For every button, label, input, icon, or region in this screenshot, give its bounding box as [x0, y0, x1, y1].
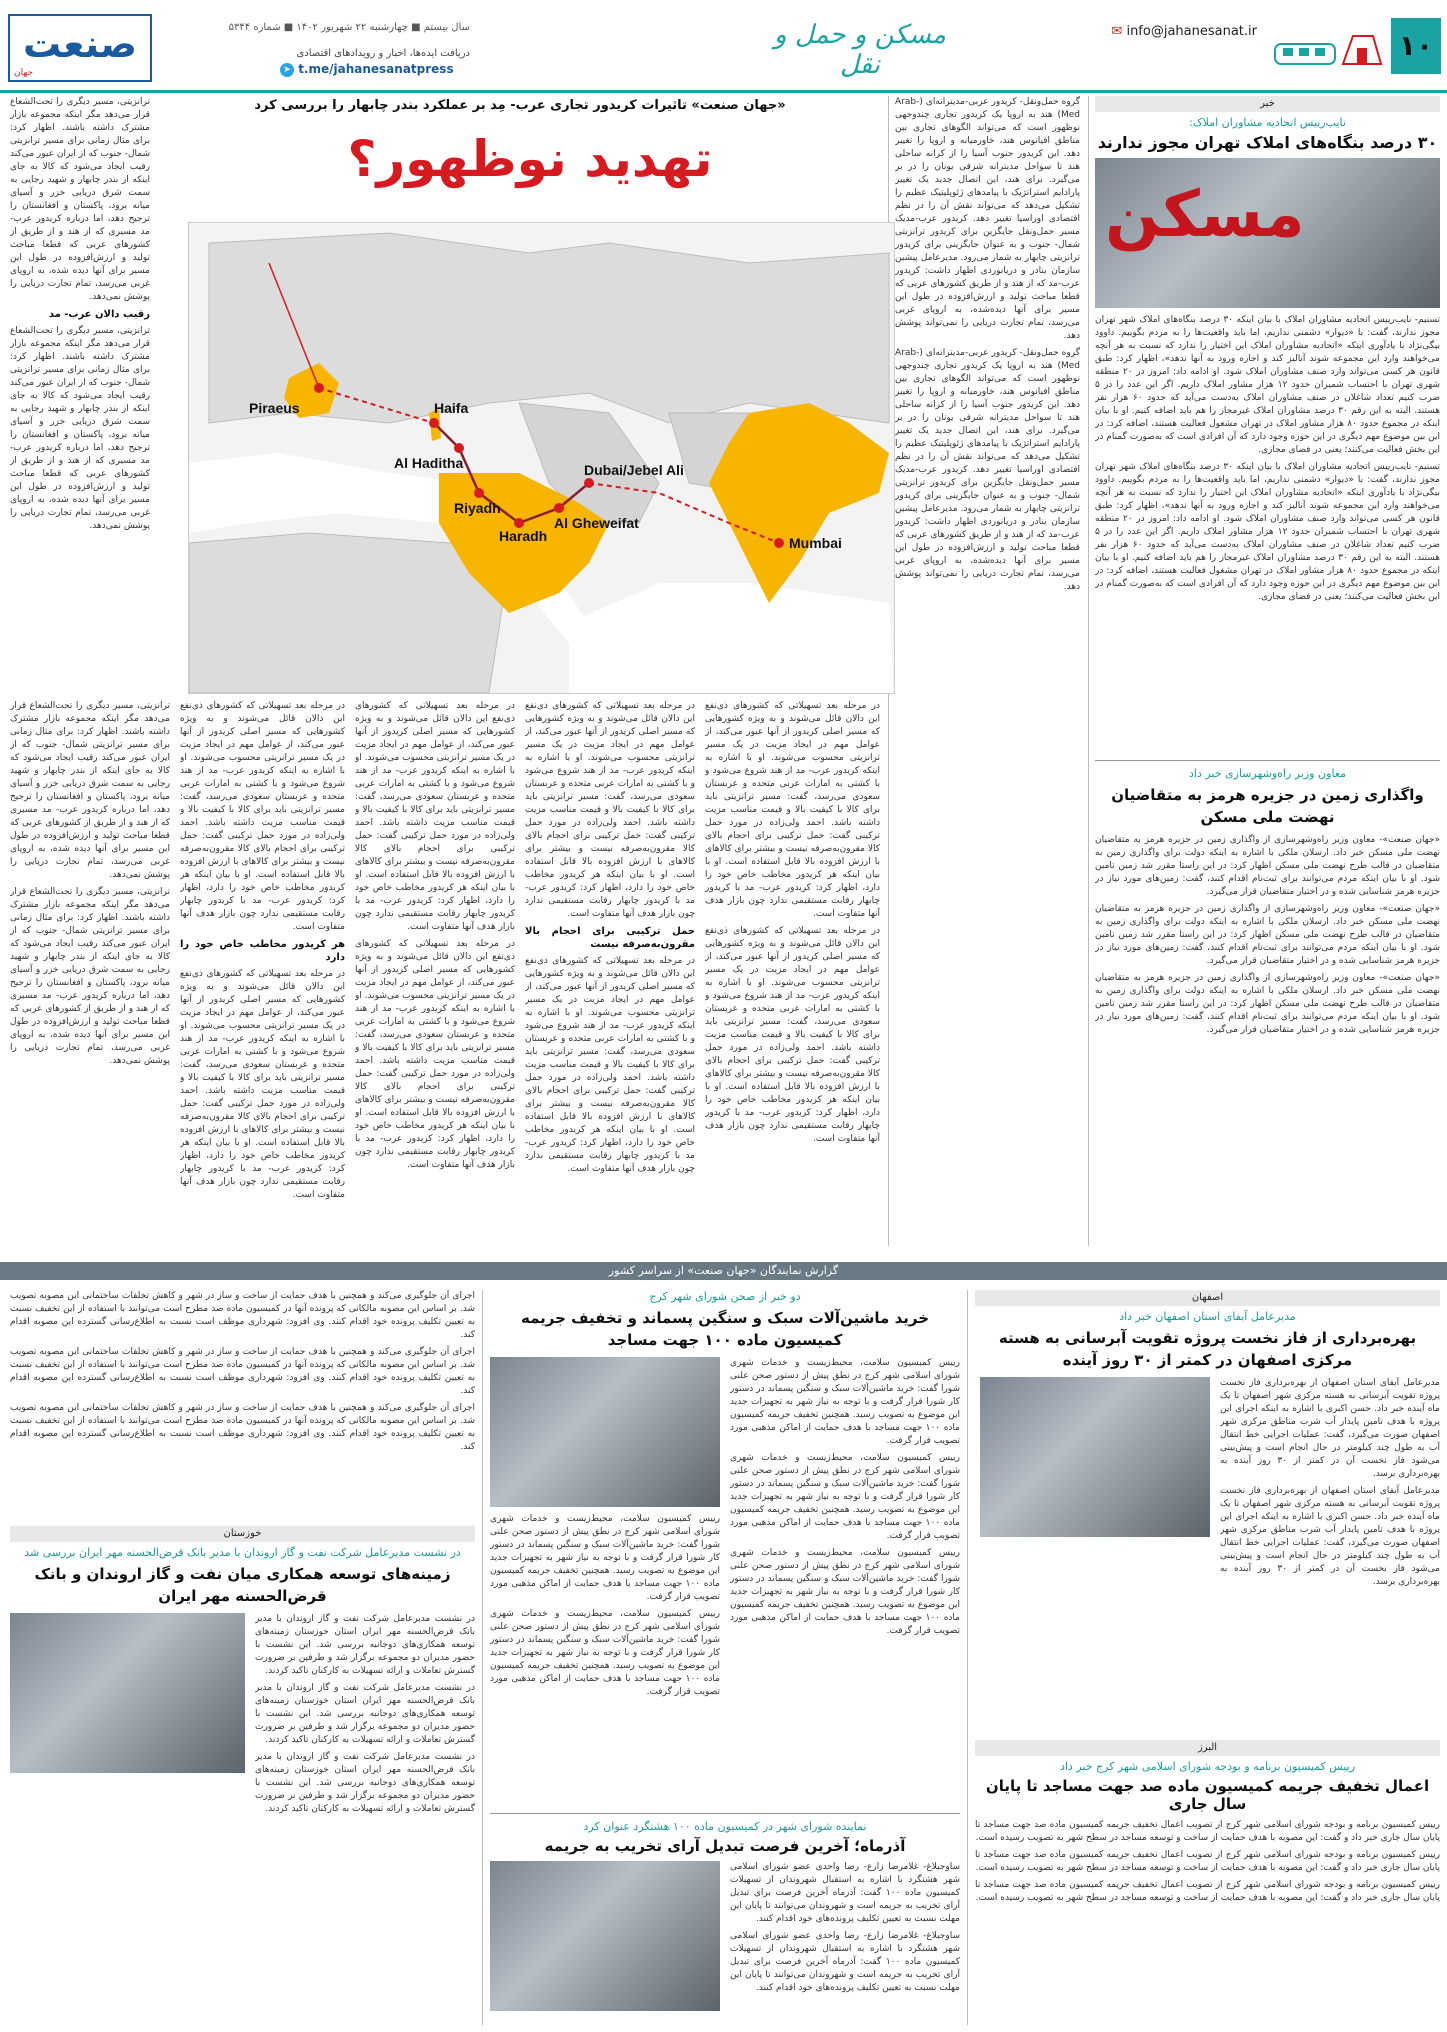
- photo-sign: مسکن: [1105, 178, 1305, 252]
- main-kicker: «جهان صنعت» تاثیرات کریدور تجاری عرب- مِد بر عملکرد بندر چابهار را بررسی کرد: [254, 98, 786, 113]
- isfahan-body: مدیرعامل آبفای استان اصفهان از بهره‌برداری فاز نخست پروژه تقویت آبرسانی به هسته مرکزی شهر اصفهان تا یک ماه آینده خبر داد. حسن اکبری با اشاره به اینکه اجرای این پروژه با هدف تامین پایدار آب شرب مناطق مرکزی شهر اصفهان صورت می‌گیرد، گفت: عملیات اجرایی خط انتقال آب به طول چند کیلومتر در حال انجام است و پیش‌بینی می‌شود فاز نخست آن در کمتر از ۳۰ روز آینده به بهره‌برداری برسد. مدیرعامل آبفای استان اصفهان از بهره‌برداری فاز نخست پروژه تقویت آبرسانی به هسته مرکزی شهر اصفهان تا یک ماه آینده خبر داد. حسن اکبری با اشاره به اینکه اجرای این پروژه با هدف تامین پایدار آب شرب مناطق مرکزی شهر اصفهان صورت می‌گیرد، گفت: عملیات اجرایی خط انتقال آب به طول چند کیلومتر در حال انجام است و پیش‌بینی می‌شود فاز نخست آن در کمتر از ۳۰ روز آینده به بهره‌برداری برسد.: [1220, 1378, 1440, 1587]
- page-number: ۱۰: [1391, 18, 1441, 74]
- point-haifa: [429, 418, 439, 428]
- label-al-gheweifat: Al Gheweifat: [554, 515, 639, 531]
- far-left-body: اجرای آن جلوگیری می‌کند و همچنین با هدف حمایت از ساخت و ساز در شهر و کاهش تخلفات ساختمانی این مصوبه تصویب شد. بر اساس این مصوبه مالکانی که پرونده آنها در کمیسیون ماده صد مطرح است می‌توانند با استفاده از این تخفیف نسبت به تعیین تکلیف پرونده خود اقدام کنند. وی افزود: شهرداری موظف است نسبت به اطلاع‌رسانی گسترده این مصوبه اقدام کند. اجرای آن جلوگیری می‌کند و همچنین با هدف حمایت از ساخت و ساز در شهر و کاهش تخلفات ساختمانی این مصوبه تصویب شد. بر اساس این مصوبه مالکانی که پرونده آنها در کمیسیون ماده صد مطرح است می‌توانند با استفاده از این تخفیف نسبت به تعیین تکلیف پرونده خود اقدام کنند. وی افزود: شهرداری موظف است نسبت به اطلاع‌رسانی گسترده این مصوبه اقدام کند. اجرای آن جلوگیری می‌کند و همچنین با هدف حمایت از ساخت و ساز در شهر و کاهش تخلفات ساختمانی این مصوبه تصویب شد. بر اساس این مصوبه مالکانی که پرونده آنها در کمیسیون ماده صد مطرح است می‌توانند با استفاده از این تخفیف نسبت به تعیین تکلیف پرونده خود اقدام کنند. وی افزود: شهرداری موظف است نسبت به اطلاع‌رسانی گسترده این مصوبه اقدام کند.: [10, 1291, 475, 1452]
- karaj-title: خرید ماشین‌آلات سبک و سنگین پسماند و تخفیف جریمه کمیسیون ماده ۱۰۰ جهت مساجد: [520, 1309, 930, 1349]
- isfahan-block: [975, 1290, 1440, 1725]
- main-body-bottom-4: در مرحله بعد تسهیلاتی که کشورهای ذی‌نفع این دالان قائل می‌شوند و به ویژه کشورهایی که مسیر اصلی کریدور از آنها عبور می‌کند، از عوامل مهم در ایجاد مزیت در یک مسیر ترانزیتی محسوب می‌شوند. او با اشاره به اینکه کریدور عرب- مد از هند شروع می‌شود و با کشتی به امارات عربی متحده و عربستان سعودی می‌رسد، گفت: مسیر ترانزیتی باید برای کالا با کیفیت بالا و قیمت مناسب مزیت داشته باشد. احمد ولی‌زاده در مورد حمل ترکیبی گفت: حمل ترکیبی برای احجام بالای کالا مقرون‌به‌صرفه نیست و بیشتر برای کالاهای با ارزش افزوده بالا قابل استفاده است. او با بیان اینکه هر کریدور مخاطب خاص خود را دارد، اظهار کرد: کریدور عرب- مد با کریدور چابهار رقابت مستقیمی ندارد چون بازار هدف آنها متفاوت است. هر کریدور مخاطب خاص خود را دارد در مرحله بعد تسهیلاتی که کشورهای ذی‌نفع این دالان قائل می‌شوند و به ویژه کشورهایی که مسیر اصلی کریدور از آنها عبور می‌کند، از عوامل مهم در ایجاد مزیت در یک مسیر ترانزیتی محسوب می‌شوند. او با اشاره به اینکه کریدور عرب- مد از هند شروع می‌شود و با کشتی به امارات عربی متحده و عربستان سعودی می‌رسد، گفت: مسیر ترانزیتی باید برای کالا با کیفیت بالا و قیمت مناسب مزیت داشته باشد. احمد ولی‌زاده در مورد حمل ترکیبی گفت: حمل ترکیبی برای احجام بالای کالا مقرون‌به‌صرفه نیست و بیشتر برای کالاهای با ارزش افزوده بالا قابل استفاده است. او با بیان اینکه هر کریدور مخاطب خاص خود را دارد، اظهار کرد: کریدور عرب- مد با کریدور چابهار رقابت مستقیمی ندارد چون بازار هدف آنها متفاوت است.: [180, 701, 345, 1200]
- isfahan-kicker: مدیرعامل آبفای استان اصفهان خبر داد: [1119, 1310, 1296, 1323]
- main-body-right: گروه حمل‌ونقل- کریدور عربی-مدیترانه‌ای (Arab-Med) هند به اروپا یک کریدور تجاری چندوجهی نوظهور است که می‌تواند الگوهای تجاری بین مناطق اقیانوس هند، خاورمیانه و اروپا را تغییر دهد. این کریدور جنوب آسیا را از کرانه ساحلی هند تا سواحل مدیترانه شرقی یونان را در بر می‌گیرد. برای هند، این اتصال جدید یک تغییر پارادایم استراتژیک با پیامدهای ژئوپلیتیک عظیم را تشکیل می‌دهد که می‌تواند نقش آن را در نظم اقتصادی اوراسیا تغییر دهد. کریدور عرب-مدیک مسیر حمل‌ونقل جایگزین برای کریدور ترانزیتی شمال- جنوب و به عنوان جایگزینی برای کریدور ترانزیتی چابهار به شمار می‌رود. مدیرعامل پیشین سازمان بنادر و دریانوردی اظهار داشت: کریدور عرب-مد که از هند و از طریق کشورهای عربی که قطعا مباحث تولید و ارزش‌افزوده در طول این مسیر برای آنها دیده‌شده، به اروپای غربی می‌رسد، تمام تجارت دریایی را نمی‌تواند پوشش دهد. گروه حمل‌ونقل- کریدور عربی-مدیترانه‌ای (Arab-Med) هند به اروپا یک کریدور تجاری چندوجهی نوظهور است که می‌تواند الگوهای تجاری بین مناطق اقیانوس هند، خاورمیانه و اروپا را تغییر دهد. این کریدور جنوب آسیا را از کرانه ساحلی هند تا سواحل مدیترانه شرقی یونان را در بر می‌گیرد. برای هند، این اتصال جدید یک تغییر پارادایم استراتژیک با پیامدهای ژئوپلیتیک عظیم را تشکیل می‌دهد که می‌تواند نقش آن را در نظم اقتصادی اوراسیا تغییر دهد. کریدور عرب-مدیک مسیر حمل‌ونقل جایگزین برای کریدور ترانزیتی شمال- جنوب و به عنوان جایگزینی برای کریدور ترانزیتی چابهار به شمار می‌رود. مدیرعامل پیشین سازمان بنادر و دریانوردی اظهار داشت: کریدور عرب-مد که از هند و از طریق کشورهای عربی که قطعا مباحث تولید و ارزش‌افزوده در طول این مسیر برای آنها دیده‌شده، به اروپای غربی می‌رسد، تمام تجارت دریایی را نمی‌تواند پوشش دهد.: [895, 97, 1080, 592]
- email[interactable]: ✉ info@jahanesanat.ir: [1111, 24, 1257, 39]
- train-icon: [1273, 22, 1383, 72]
- subhead-rival: رقیب دالان عرب- مد: [48, 309, 150, 320]
- regional-band: گزارش نمایندگان «جهان صنعت» از سراسر کشور: [0, 1262, 1447, 1280]
- khuzestan-kicker: در نشست مدیرعامل شرکت نفت و گاز اروندان با مدیر بانک قرض‌الحسنه مهر ایران بررسی شد: [24, 1546, 461, 1559]
- main-title: تهدید نوظهور؟: [347, 130, 713, 188]
- karaj-sub-title: آذرماه؛ آخرین فرصت تبدیل آرای تخریب به جریمه: [544, 1837, 906, 1855]
- label-dubai: Dubai/Jebel Ali: [584, 462, 684, 478]
- point-al-haditha: [454, 443, 464, 453]
- alborz-body: رییس کمیسیون برنامه و بودجه شورای اسلامی شهر کرج از تصویب اعمال تخفیف جریمه کمیسیون ماده صد جهت مساجد تا پایان سال جاری خبر داد و گفت: این مصوبه با هدف حمایت از ساخت و توسعه مساجد در سطح شهر به تصویب رسیده است. رییس کمیسیون برنامه و بودجه شورای اسلامی شهر کرج از تصویب اعمال تخفیف جریمه کمیسیون ماده صد جهت مساجد تا پایان سال جاری خبر داد و گفت: این مصوبه با هدف حمایت از ساخت و توسعه مساجد در سطح شهر به تصویب رسیده است. رییس کمیسیون برنامه و بودجه شورای اسلامی شهر کرج از تصویب اعمال تخفیف جریمه کمیسیون ماده صد جهت مساجد تا پایان سال جاری خبر داد و گفت: این مصوبه با هدف حمایت از ساخت و توسعه مساجد در سطح شهر به تصویب رسیده است.: [975, 1820, 1440, 1903]
- office-photo: [1095, 158, 1440, 308]
- section-title: مسکن و حمل و نقل: [774, 20, 946, 80]
- karaj-photo: [490, 1357, 720, 1507]
- news-title: ۳۰ درصد بنگاه‌های املاک تهران مجوز ندارند: [1097, 133, 1438, 152]
- subhead-mixed: حمل ترکیبی برای احجام بالا مقرون‌به‌صرفه نیست: [525, 926, 695, 950]
- corridor-map: [188, 222, 895, 694]
- map-svg: [189, 223, 894, 693]
- page-header: [0, 0, 1447, 93]
- label-mumbai: Mumbai: [789, 535, 842, 551]
- khuzestan-photo: [10, 1613, 245, 1773]
- news-column: [1095, 96, 1440, 1246]
- main-body-left: ترانزیتی، مسیر دیگری را تحت‌الشعاع قرار می‌دهد مگر اینکه مجموعه بازار مشترک داشته باشند. اظهار کرد: برای مثال زمانی برای مسیر ترانزیتی شمال- جنوب که از ایران عبور می‌کند رقیب ایجاد می‌شود که کالا به جای اینکه از بندر چابهار و شهید رجایی به سمت شرق دریایی خزر و آسیای میانه برود، پاکستان و افغانستان را ترجیح دهد، اما درباره کریدور عرب- مد مسیری که از هند و از طریق از کشورهای عربی که قطعا مباحث تولید و ارزش‌افزوده در طول این مسیر برای آنها دیده شده، به اروپای غربی می‌رسد، تمام تجارت دریایی را پوشش نمی‌دهد. رقیب دالان عرب- مد ترانزیتی، مسیر دیگری را تحت‌الشعاع قرار می‌دهد مگر اینکه مجموعه بازار مشترک داشته باشند. اظهار کرد: برای مثال زمانی برای مسیر ترانزیتی شمال- جنوب که از ایران عبور می‌کند رقیب ایجاد می‌شود که کالا به جای اینکه از بندر چابهار و شهید رجایی به سمت شرق دریایی خزر و آسیای میانه برود، پاکستان و افغانستان را ترجیح دهد، اما درباره کریدور عرب- مد مسیری که از هند و از طریق از کشورهای عربی که قطعا مباحث تولید و ارزش‌افزوده در طول این مسیر برای آنها دیده شده، به اروپای غربی می‌رسد، تمام تجارت دریایی را پوشش نمی‌دهد.: [10, 97, 150, 531]
- main-body-bottom-5: ترانزیتی، مسیر دیگری را تحت‌الشعاع قرار می‌دهد مگر اینکه مجموعه بازار مشترک داشته باشند. اظهار کرد: برای مثال زمانی برای مسیر ترانزیتی شمال- جنوب که از ایران عبور می‌کند رقیب ایجاد می‌شود که کالا به جای اینکه از بندر چابهار و شهید رجایی به سمت شرق دریایی خزر و آسیای میانه برود، پاکستان و افغانستان را ترجیح دهد، اما درباره کریدور عرب- مد مسیری که از هند و از طریق از کشورهای عربی که قطعا مباحث تولید و ارزش‌افزوده در طول این مسیر برای آنها دیده شده، به اروپای غربی می‌رسد، تمام تجارت دریایی را پوشش نمی‌دهد. ترانزیتی، مسیر دیگری را تحت‌الشعاع قرار می‌دهد مگر اینکه مجموعه بازار مشترک داشته باشند. اظهار کرد: برای مثال زمانی برای مسیر ترانزیتی شمال- جنوب که از ایران عبور می‌کند رقیب ایجاد می‌شود که کالا به جای اینکه از بندر چابهار و شهید رجایی به سمت شرق دریایی خزر و آسیای میانه برود، پاکستان و افغانستان را ترجیح دهد، اما درباره کریدور عرب- مد مسیری که از هند و از طریق از کشورهای عربی که قطعا مباحث تولید و ارزش‌افزوده در طول این مسیر برای آنها دیده شده، به اروپای غربی می‌رسد، تمام تجارت دریایی را پوشش نمی‌دهد.: [10, 701, 170, 1066]
- alborz-label: البرز: [975, 1740, 1440, 1756]
- label-haradh: Haradh: [499, 528, 548, 544]
- karaj-kicker: دو خبر از صحن شورای شهر کرج: [649, 1290, 801, 1303]
- point-al-gheweifat: [554, 503, 564, 513]
- karaj-body: رییس کمیسیون سلامت، محیط‌زیست و خدمات شهری شورای اسلامی شهر کرج در نطق پیش از دستور صحن علنی شورا گفت: خرید ماشین‌آلات سبک و سنگین پسماند در دستور کار شورا قرار گرفت و با توجه به نیاز شهر به تجهیزات جدید این موضوع به تصویب رسید. همچنین تخفیف جریمه کمیسیون ماده ۱۰۰ جهت مساجد با هدف حمایت از اماکن مذهبی مورد تصویب قرار گرفت. رییس کمیسیون سلامت، محیط‌زیست و خدمات شهری شورای اسلامی شهر کرج در نطق پیش از دستور صحن علنی شورا گفت: خرید ماشین‌آلات سبک و سنگین پسماند در دستور کار شورا قرار گرفت و با توجه به نیاز شهر به تجهیزات جدید این موضوع به تصویب رسید. همچنین تخفیف جریمه کمیسیون ماده ۱۰۰ جهت مساجد با هدف حمایت از اماکن مذهبی مورد تصویب قرار گرفت. رییس کمیسیون سلامت، محیط‌زیست و خدمات شهری شورای اسلامی شهر کرج در نطق پیش از دستور صحن علنی شورا گفت: خرید ماشین‌آلات سبک و سنگین پسماند در دستور کار شورا قرار گرفت و با توجه به نیاز شهر به تجهیزات جدید این موضوع به تصویب رسید. همچنین تخفیف جریمه کمیسیون ماده ۱۰۰ جهت مساجد با هدف حمایت از اماکن مذهبی مورد تصویب قرار گرفت.: [730, 1358, 960, 1636]
- news-body: تسنیم- نایب‌رییس اتحادیه مشاوران املاک با بیان اینکه ۳۰ درصد بنگاه‌های املاک شهر تهران مجوز ندارند، گفت: با «دیوار» دشمنی نداریم، اما باید واقعیت‌ها را به مردم بگوییم. داوود بیگی‌نژاد با یادآوری اینکه «اتحادیه مشاوران املاک این اختیار را ندارد که نسبت به هر آنچه می‌خواهند وارد این مجموعه شوند آنالیز کند و اجازه ورود به آنها ندهد»، اظهار کرد: طبق قانون هر کسی می‌تواند وارد صنف مشاوران املاک شود. او ادامه داد: امروز در ۲۰ منطقه شهری تهران با احتساب شمیران حدود ۱۲ هزار مشاور املاک داریم. اگر این عدد را در ۵ ضرب کنیم تعداد شاغلان در صنف مشاوران املاک به‌دست می‌آید که حدود ۶۰ هزار نفر هستند. البته به این رقم ۳۰ درصد مشاوران املاک غیرمجاز را هم باید اضافه کنیم. او با بیان اینکه در مجموع حدود ۸۰ هزار مشاور املاک در تهران مشغول فعالیت هستند، اضافه کرد: در این بین موضوع مهم دیگری در این حوزه وجود دارد که آن افرادی است که به‌صورت گمنام در این بخش فعالیت می‌کنند؛ یعنی در فضای مجازی. تسنیم- نایب‌رییس اتحادیه مشاوران املاک با بیان اینکه ۳۰ درصد بنگاه‌های املاک شهر تهران مجوز ندارند، گفت: با «دیوار» دشمنی نداریم، اما باید واقعیت‌ها را به مردم بگوییم. داوود بیگی‌نژاد با یادآوری اینکه «اتحادیه مشاوران املاک این اختیار را ندارد که نسبت به هر آنچه می‌خواهند وارد این مجموعه شوند آنالیز کند و اجازه ورود به آنها ندهد»، اظهار کرد: طبق قانون هر کسی می‌تواند وارد صنف مشاوران املاک شود. او ادامه داد: امروز در ۲۰ منطقه شهری تهران با احتساب شمیران حدود ۱۲ هزار مشاور املاک داریم. اگر این عدد را در ۵ ضرب کنیم تعداد شاغلان در صنف مشاوران املاک به‌دست می‌آید که حدود ۶۰ هزار نفر هستند. البته به این رقم ۳۰ درصد مشاوران املاک غیرمجاز را هم باید اضافه کنیم. او با بیان اینکه در مجموع حدود ۸۰ هزار مشاور املاک در تهران مشغول فعالیت هستند، اضافه کرد: در این بین موضوع مهم دیگری در این حوزه وجود دارد که آن افرادی است که به‌صورت گمنام در این بخش فعالیت می‌کنند؛ یعنی در فضای مجازی.: [1095, 315, 1440, 602]
- news-kicker: نایب‌رییس اتحادیه مشاوران املاک:: [1189, 116, 1346, 129]
- karaj-sub-kicker: نماینده شورای شهر در کمیسیون ماده ۱۰۰ هشتگرد عنوان کرد: [583, 1820, 867, 1833]
- label-al-haditha: Al Haditha: [394, 455, 464, 471]
- telegram-icon: ➤: [280, 63, 294, 77]
- khuzestan-title: زمینه‌های توسعه همکاری میان نفت و گاز اروندان و بانک قرض‌الحسنه مهر ایران: [34, 1565, 451, 1605]
- khuzestan-label: خوزستان: [10, 1526, 475, 1542]
- point-haradh: [514, 518, 524, 528]
- khuzestan-body: در نشست مدیرعامل شرکت نفت و گاز اروندان با مدیر بانک قرض‌الحسنه مهر ایران استان خوزستان زمینه‌های توسعه همکاری‌های دوجانبه بررسی شد. این نشست با حضور مدیران دو مجموعه برگزار شد و طرفین بر ضرورت گسترش تعاملات و ارائه تسهیلات به کارکنان تاکید کردند. در نشست مدیرعامل شرکت نفت و گاز اروندان با مدیر بانک قرض‌الحسنه مهر ایران استان خوزستان زمینه‌های توسعه همکاری‌های دوجانبه بررسی شد. این نشست با حضور مدیران دو مجموعه برگزار شد و طرفین بر ضرورت گسترش تعاملات و ارائه تسهیلات به کارکنان تاکید کردند. در نشست مدیرعامل شرکت نفت و گاز اروندان با مدیر بانک قرض‌الحسنه مهر ایران استان خوزستان زمینه‌های توسعه همکاری‌های دوجانبه بررسی شد. این نشست با حضور مدیران دو مجموعه برگزار شد و طرفین بر ضرورت گسترش تعاملات و ارائه تسهیلات به کارکنان تاکید کردند.: [255, 1614, 475, 1814]
- logo-text: صنعت: [23, 22, 137, 66]
- label-piraeus: Piraeus: [249, 400, 300, 416]
- point-mumbai: [774, 538, 784, 548]
- alborz-kicker: رییس کمیسیون برنامه و بودجه شورای اسلامی شهر کرج خبر داد: [1059, 1760, 1356, 1773]
- sub-kicker: معاون وزیر راه‌وشهرسازی خبر داد: [1188, 767, 1346, 780]
- main-body-bottom-1: در مرحله بعد تسهیلاتی که کشورهای ذی‌نفع این دالان قائل می‌شوند و به ویژه کشورهایی که مسیر اصلی کریدور از آنها عبور می‌کند، از عوامل مهم در ایجاد مزیت در یک مسیر ترانزیتی محسوب می‌شوند. او با اشاره به اینکه کریدور عرب- مد از هند شروع می‌شود و با کشتی به امارات عربی متحده و عربستان سعودی می‌رسد، گفت: مسیر ترانزیتی باید برای کالا با کیفیت بالا و قیمت مناسب مزیت داشته باشد. احمد ولی‌زاده در مورد حمل ترکیبی گفت: حمل ترکیبی برای احجام بالای کالا مقرون‌به‌صرفه نیست و بیشتر برای کالاهای با ارزش افزوده بالا قابل استفاده است. او با بیان اینکه هر کریدور مخاطب خاص خود را دارد، اظهار کرد: کریدور عرب- مد با کریدور چابهار رقابت مستقیمی ندارد چون بازار هدف آنها متفاوت است. در مرحله بعد تسهیلاتی که کشورهای ذی‌نفع این دالان قائل می‌شوند و به ویژه کشورهایی که مسیر اصلی کریدور از آنها عبور می‌کند، از عوامل مهم در ایجاد مزیت در یک مسیر ترانزیتی محسوب می‌شوند. او با اشاره به اینکه کریدور عرب- مد از هند شروع می‌شود و با کشتی به امارات عربی متحده و عربستان سعودی می‌رسد، گفت: مسیر ترانزیتی باید برای کالا با کیفیت بالا و قیمت مناسب مزیت داشته باشد. احمد ولی‌زاده در مورد حمل ترکیبی گفت: حمل ترکیبی برای احجام بالای کالا مقرون‌به‌صرفه نیست و بیشتر برای کالاهای با ارزش افزوده بالا قابل استفاده است. او با بیان اینکه هر کریدور مخاطب خاص خود را دارد، اظهار کرد: کریدور عرب- مد با کریدور چابهار رقابت مستقیمی ندارد چون بازار هدف آنها متفاوت است.: [705, 701, 880, 1144]
- alborz-title: اعمال تخفیف جریمه کمیسیون ماده صد جهت مساجد تا پایان سال جاری: [985, 1777, 1430, 1813]
- point-piraeus: [314, 383, 324, 393]
- label-haifa: Haifa: [434, 400, 469, 416]
- tagline: دریافت ایده‌ها، اخبار و رویدادهای اقتصادی: [296, 48, 470, 59]
- news-label: خبر: [1095, 96, 1440, 112]
- official-photo: [490, 1861, 720, 2011]
- alborz-block: [975, 1740, 1440, 2025]
- isfahan-title: بهره‌برداری از فاز نخست پروژه تقویت آبرسانی به هسته مرکزی اصفهان در کمتر از ۳۰ روز آینده: [998, 1329, 1417, 1369]
- main-body-bottom-3: در مرحله بعد تسهیلاتی که کشورهای ذی‌نفع این دالان قائل می‌شوند و به ویژه کشورهایی که مسیر اصلی کریدور از آنها عبور می‌کند، از عوامل مهم در ایجاد مزیت در یک مسیر ترانزیتی محسوب می‌شوند. او با اشاره به اینکه کریدور عرب- مد از هند شروع می‌شود و با کشتی به امارات عربی متحده و عربستان سعودی می‌رسد، گفت: مسیر ترانزیتی باید برای کالا با کیفیت بالا و قیمت مناسب مزیت داشته باشد. احمد ولی‌زاده در مورد حمل ترکیبی گفت: حمل ترکیبی برای احجام بالای کالا مقرون‌به‌صرفه نیست و بیشتر برای کالاهای با ارزش افزوده بالا قابل استفاده است. او با بیان اینکه هر کریدور مخاطب خاص خود را دارد، اظهار کرد: کریدور عرب- مد با کریدور چابهار رقابت مستقیمی ندارد چون بازار هدف آنها متفاوت است. در مرحله بعد تسهیلاتی که کشورهای ذی‌نفع این دالان قائل می‌شوند و به ویژه کشورهایی که مسیر اصلی کریدور از آنها عبور می‌کند، از عوامل مهم در ایجاد مزیت در یک مسیر ترانزیتی محسوب می‌شوند. او با اشاره به اینکه کریدور عرب- مد از هند شروع می‌شود و با کشتی به امارات عربی متحده و عربستان سعودی می‌رسد، گفت: مسیر ترانزیتی باید برای کالا با کیفیت بالا و قیمت مناسب مزیت داشته باشد. احمد ولی‌زاده در مورد حمل ترکیبی گفت: حمل ترکیبی برای احجام بالای کالا مقرون‌به‌صرفه نیست و بیشتر برای کالاهای با ارزش افزوده بالا قابل استفاده است. او با بیان اینکه هر کریدور مخاطب خاص خود را دارد، اظهار کرد: کریدور عرب- مد با کریدور چابهار رقابت مستقیمی ندارد چون بازار هدف آنها متفاوت است.: [355, 701, 515, 1170]
- issue-info: سال بیستم ■ چهارشنبه ۲۲ شهریور ۱۴۰۲ ■ شماره ۵۳۴۴: [228, 22, 470, 33]
- karaj-sub-body: ساوجبلاغ- غلامرضا زارع- رضا واحدی عضو شورای اسلامی شهر هشتگرد با اشاره به استقبال شهروندان از تسهیلات کمیسیون ماده ۱۰۰ گفت: آذرماه آخرین فرصت برای تبدیل آرای تخریب به جریمه است و شهروندان می‌توانند تا پایان این مهلت نسبت به تعیین تکلیف پرونده‌های خود اقدام کنند. ساوجبلاغ- غلامرضا زارع- رضا واحدی عضو شورای اسلامی شهر هشتگرد با اشاره به استقبال شهروندان از تسهیلات کمیسیون ماده ۱۰۰ گفت: آذرماه آخرین فرصت برای تبدیل آرای تخریب به جریمه است و شهروندان می‌توانند تا پایان این مهلت نسبت به تعیین تکلیف پرونده‌های خود اقدام کنند.: [730, 1862, 960, 1993]
- sub-title: واگذاری زمین در جزیره هرمز به متقاضیان نهضت ملی مسکن: [1111, 786, 1424, 826]
- karaj-body-2: رییس کمیسیون سلامت، محیط‌زیست و خدمات شهری شورای اسلامی شهر کرج در نطق پیش از دستور صحن علنی شورا گفت: خرید ماشین‌آلات سبک و سنگین پسماند در دستور کار شورا قرار گرفت و با توجه به نیاز شهر به تجهیزات جدید این موضوع به تصویب رسید. همچنین تخفیف جریمه کمیسیون ماده ۱۰۰ جهت مساجد با هدف حمایت از اماکن مذهبی مورد تصویب قرار گرفت. رییس کمیسیون سلامت، محیط‌زیست و خدمات شهری شورای اسلامی شهر کرج در نطق پیش از دستور صحن علنی شورا گفت: خرید ماشین‌آلات سبک و سنگین پسماند در دستور کار شورا قرار گرفت و با توجه به نیاز شهر به تجهیزات جدید این موضوع به تصویب رسید. همچنین تخفیف جریمه کمیسیون ماده ۱۰۰ جهت مساجد با هدف حمایت از اماکن مذهبی مورد تصویب قرار گرفت.: [490, 1514, 720, 1697]
- sub-body: «جهان صنعت»- معاون وزیر راه‌وشهرسازی از واگذاری زمین در جزیره هرمز به متقاضیان نهضت ملی مسکن خبر داد. ارسلان ملکی با اشاره به اینکه دولت برای واگذاری زمین به متقاضیان در قالب طرح نهضت ملی مسکن اظهار کرد: در این راستا مقرر شد زمین تامین شود. او با بیان اینکه مردم می‌توانند برای ثبت‌نام اقدام کنند، گفت: زمین‌های مورد نیاز در جزیره هرمز شناسایی شده و در اختیار متقاضیان قرار می‌گیرد. «جهان صنعت»- معاون وزیر راه‌وشهرسازی از واگذاری زمین در جزیره هرمز به متقاضیان نهضت ملی مسکن خبر داد. ارسلان ملکی با اشاره به اینکه دولت برای واگذاری زمین به متقاضیان در قالب طرح نهضت ملی مسکن اظهار کرد: در این راستا مقرر شد زمین تامین شود. او با بیان اینکه مردم می‌توانند برای ثبت‌نام اقدام کنند، گفت: زمین‌های مورد نیاز در جزیره هرمز شناسایی شده و در اختیار متقاضیان قرار می‌گیرد. «جهان صنعت»- معاون وزیر راه‌وشهرسازی از واگذاری زمین در جزیره هرمز به متقاضیان نهضت ملی مسکن خبر داد. ارسلان ملکی با اشاره به اینکه دولت برای واگذاری زمین به متقاضیان در قالب طرح نهضت ملی مسکن اظهار کرد: در این راستا مقرر شد زمین تامین شود. او با بیان اینکه مردم می‌توانند برای ثبت‌نام اقدام کنند، گفت: زمین‌های مورد نیاز در جزیره هرمز شناسایی شده و در اختیار متقاضیان قرار می‌گیرد.: [1095, 835, 1440, 1035]
- label-riyadh: Riyadh: [454, 500, 501, 516]
- point-dubai: [584, 478, 594, 488]
- subhead-costs: هر کریدور مخاطب خاص خود را دارد: [180, 939, 345, 963]
- telegram-link[interactable]: ➤ t.me/jahanesanatpress: [280, 62, 470, 78]
- logo-sub: جهان: [14, 68, 34, 78]
- point-riyadh: [474, 488, 484, 498]
- karaj-block: [490, 1290, 960, 2025]
- isfahan-label: اصفهان: [975, 1290, 1440, 1306]
- email-icon: ✉: [1111, 24, 1127, 39]
- logo: [8, 14, 152, 82]
- main-body-bottom-2: در مرحله بعد تسهیلاتی که کشورهای ذی‌نفع این دالان قائل می‌شوند و به ویژه کشورهایی که مسیر اصلی کریدور از آنها عبور می‌کند، از عوامل مهم در ایجاد مزیت در یک مسیر ترانزیتی محسوب می‌شوند. او با اشاره به اینکه کریدور عرب- مد از هند شروع می‌شود و با کشتی به امارات عربی متحده و عربستان سعودی می‌رسد، گفت: مسیر ترانزیتی باید برای کالا با کیفیت بالا و قیمت مناسب مزیت داشته باشد. احمد ولی‌زاده در مورد حمل ترکیبی گفت: حمل ترکیبی برای احجام بالای کالا مقرون‌به‌صرفه نیست و بیشتر برای کالاهای با ارزش افزوده بالا قابل استفاده است. او با بیان اینکه هر کریدور مخاطب خاص خود را دارد، اظهار کرد: کریدور عرب- مد با کریدور چابهار رقابت مستقیمی ندارد چون بازار هدف آنها متفاوت است. حمل ترکیبی برای احجام بالا مقرون‌به‌صرفه نیست در مرحله بعد تسهیلاتی که کشورهای ذی‌نفع این دالان قائل می‌شوند و به ویژه کشورهایی که مسیر اصلی کریدور از آنها عبور می‌کند، از عوامل مهم در ایجاد مزیت در یک مسیر ترانزیتی محسوب می‌شوند. او با اشاره به اینکه کریدور عرب- مد از هند شروع می‌شود و با کشتی به امارات عربی متحده و عربستان سعودی می‌رسد، گفت: مسیر ترانزیتی باید برای کالا با کیفیت بالا و قیمت مناسب مزیت داشته باشد. احمد ولی‌زاده در مورد حمل ترکیبی گفت: حمل ترکیبی برای احجام بالای کالا مقرون‌به‌صرفه نیست و بیشتر برای کالاهای با ارزش افزوده بالا قابل استفاده است. او با بیان اینکه هر کریدور مخاطب خاص خود را دارد، اظهار کرد: کریدور عرب- مد با کریدور چابهار رقابت مستقیمی ندارد چون بازار هدف آنها متفاوت است.: [525, 701, 695, 1174]
- far-left-block: [10, 1290, 475, 2025]
- isfahan-photo: [980, 1377, 1210, 1537]
